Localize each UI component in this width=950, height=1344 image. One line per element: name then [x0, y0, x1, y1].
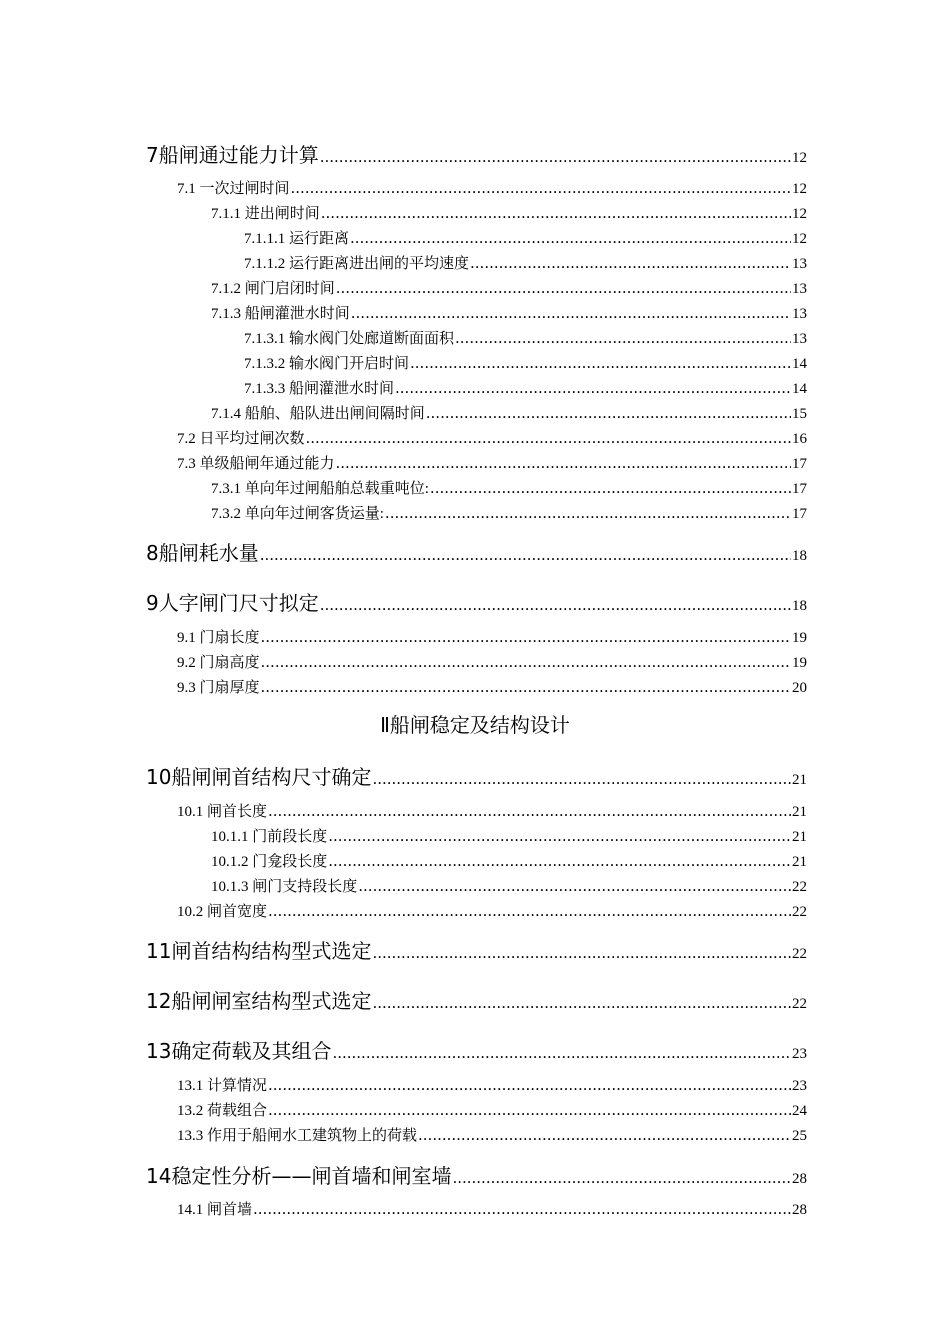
toc-entry-page: 13 [792, 306, 807, 322]
toc-entry-page: 12 [792, 150, 807, 166]
toc-entry-title: 10.1 闸首长度 [177, 804, 268, 820]
toc-entry-page: 21 [792, 804, 807, 820]
toc-entry-page: 20 [792, 680, 807, 696]
toc-entry-page: 14 [792, 356, 807, 372]
toc-entry-title: 10.1.1 门前段长度 [211, 829, 328, 845]
toc-entry-page: 22 [792, 946, 807, 962]
toc-entry-page: 21 [792, 772, 807, 788]
toc-entry-9-1[interactable] [177, 626, 807, 647]
toc-entry-title: 9人字闸门尺寸拟定 [146, 591, 319, 615]
toc-entry-13-1[interactable] [177, 1074, 807, 1095]
dot-leader [261, 653, 791, 671]
toc-entry-page: 13 [792, 331, 807, 347]
toc-entry-8[interactable] [146, 537, 807, 566]
dot-leader [351, 304, 791, 322]
toc-entry-13-2[interactable] [177, 1099, 807, 1120]
dot-leader [358, 877, 791, 895]
toc-entry-10-1-3[interactable] [211, 875, 807, 896]
toc-entry-title: 7船闸通过能力计算 [146, 143, 319, 167]
dot-leader [452, 1169, 791, 1187]
toc-entry-title: 10船闸闸首结构尺寸确定 [146, 765, 372, 789]
toc-entry-7-1-1-2[interactable] [244, 252, 807, 273]
toc-entry-title: 14稳定性分析——闸首墙和闸室墙 [146, 1164, 452, 1188]
dot-leader [372, 944, 791, 962]
dot-leader [455, 329, 791, 347]
toc-entry-9-3[interactable] [177, 676, 807, 697]
toc-entry-7-1-3-3[interactable] [244, 377, 807, 398]
toc-entry-title: 7.1.3.1 输水阀门处廊道断面面积 [244, 331, 455, 347]
toc-entry-title: 7.1.3.2 输水阀门开启时间 [244, 356, 410, 372]
toc-entry-title: 11闸首结构结构型式选定 [146, 939, 372, 963]
dot-leader [320, 596, 791, 614]
toc-entry-title: 7.3.1 单向年过闸船舶总载重吨位: [211, 481, 429, 497]
toc-entry-title: 10.1.2 门龛段长度 [211, 854, 328, 870]
toc-entry-page: 12 [792, 181, 807, 197]
toc-entry-14[interactable] [146, 1160, 807, 1189]
toc-entry-page: 14 [792, 381, 807, 397]
toc-entry-7-3-2[interactable] [211, 502, 807, 523]
dot-leader [470, 254, 791, 272]
toc-entry-page: 23 [792, 1046, 807, 1062]
dot-leader [268, 1101, 791, 1119]
toc-entry-page: 22 [792, 996, 807, 1012]
toc-entry-9-2[interactable] [177, 651, 807, 672]
toc-entry-page: 17 [792, 506, 807, 522]
dot-leader [268, 802, 791, 820]
toc-entry-title: 7.1.1.2 运行距离进出闸的平均速度 [244, 256, 470, 272]
toc-entry-page: 18 [792, 598, 807, 614]
toc-entry-12[interactable] [146, 985, 807, 1014]
toc-entry-7-1-3-1[interactable] [244, 327, 807, 348]
toc-entry-title: 7.3 单级船闸年通过能力 [177, 456, 335, 472]
dot-leader [253, 1200, 791, 1218]
dot-leader [418, 1126, 791, 1144]
dot-leader [306, 429, 791, 447]
toc-entry-7-2[interactable] [177, 427, 807, 448]
dot-leader [426, 404, 791, 422]
toc-entry-title: 13.3 作用于船闸水工建筑物上的荷载 [177, 1128, 418, 1144]
toc-entry-page: 12 [792, 206, 807, 222]
toc-entry-title: 7.1.1.1 运行距离 [244, 231, 350, 247]
toc-entry-page: 25 [792, 1128, 807, 1144]
toc-entry-11[interactable] [146, 935, 807, 964]
toc-entry-7-1-3[interactable] [211, 302, 807, 323]
toc-entry-page: 13 [792, 256, 807, 272]
toc-entry-page: 21 [792, 829, 807, 845]
dot-leader [336, 279, 791, 297]
toc-entry-10-1-1[interactable] [211, 825, 807, 846]
toc-entry-13-3[interactable] [177, 1124, 807, 1145]
toc-entry-title: 9.3 门扇厚度 [177, 680, 260, 696]
toc-entry-page: 22 [792, 904, 807, 920]
dot-leader [395, 379, 791, 397]
dot-leader [332, 1044, 791, 1062]
dot-leader [410, 354, 791, 372]
toc-entry-9[interactable] [146, 587, 807, 616]
toc-entry-page: 16 [792, 431, 807, 447]
toc-entry-7-1-4[interactable] [211, 402, 807, 423]
dot-leader [268, 902, 791, 920]
toc-entry-title: 7.2 日平均过闸次数 [177, 431, 305, 447]
toc-entry-page: 22 [792, 879, 807, 895]
toc-entry-page: 19 [792, 630, 807, 646]
dot-leader [430, 479, 791, 497]
toc-entry-title: 7.1 一次过闸时间 [177, 181, 290, 197]
toc-entry-title: 7.1.3 船闸灌泄水时间 [211, 306, 350, 322]
dot-leader [328, 852, 791, 870]
dot-leader [350, 229, 791, 247]
toc-entry-page: 23 [792, 1078, 807, 1094]
toc-entry-title: 14.1 闸首墙 [177, 1202, 253, 1218]
toc-entry-title: 10.1.3 闸门支持段长度 [211, 879, 358, 895]
dot-leader [291, 179, 791, 197]
toc-entry-page: 17 [792, 481, 807, 497]
toc-entry-7-1-2[interactable] [211, 277, 807, 298]
dot-leader [372, 994, 791, 1012]
dot-leader [320, 148, 791, 166]
dot-leader [372, 770, 791, 788]
toc-entry-7-1[interactable] [177, 177, 807, 198]
toc-entry-7-3[interactable] [177, 452, 807, 473]
toc-entry-page: 24 [792, 1103, 807, 1119]
toc-entry-title: 9.1 门扇长度 [177, 630, 260, 646]
toc-entry-page: 28 [792, 1171, 807, 1187]
toc-entry-page: 12 [792, 231, 807, 247]
dot-leader [268, 1076, 791, 1094]
toc-entry-page: 18 [792, 548, 807, 564]
toc-entry-title: 10.2 闸首宽度 [177, 904, 268, 920]
toc-entry-page: 21 [792, 854, 807, 870]
toc-entry-page: 19 [792, 655, 807, 671]
toc-entry-page: 17 [792, 456, 807, 472]
toc-entry-10[interactable] [146, 761, 807, 790]
toc-entry-7-1-3-2[interactable] [244, 352, 807, 373]
part-title: Ⅱ船闸稳定及结构设计 [380, 713, 570, 737]
dot-leader [261, 678, 791, 696]
toc-entry-7-1-1-1[interactable] [244, 227, 807, 248]
toc-entry-title: 7.1.1 进出闸时间 [211, 206, 320, 222]
toc-entry-title: 9.2 门扇高度 [177, 655, 260, 671]
dot-leader [321, 204, 791, 222]
toc-entry-page: 15 [792, 406, 807, 422]
toc-entry-13[interactable] [146, 1035, 807, 1064]
toc-entry-title: 12船闸闸室结构型式选定 [146, 989, 372, 1013]
dot-leader [385, 504, 791, 522]
toc-entry-title: 7.1.2 闸门启闭时间 [211, 281, 335, 297]
dot-leader [261, 628, 791, 646]
toc-entry-7[interactable] [146, 139, 807, 168]
toc-entry-title: 13.2 荷载组合 [177, 1103, 268, 1119]
dot-leader [336, 454, 791, 472]
toc-entry-title: 13确定荷载及其组合 [146, 1039, 332, 1063]
toc-entry-10-2[interactable] [177, 900, 807, 921]
dot-leader [328, 827, 791, 845]
toc-entry-10-1[interactable] [177, 800, 807, 821]
toc-entry-title: 7.1.3.3 船闸灌泄水时间 [244, 381, 395, 397]
toc-entry-7-3-1[interactable] [211, 477, 807, 498]
toc-entry-page: 28 [792, 1202, 807, 1218]
toc-entry-10-1-2[interactable] [211, 850, 807, 871]
toc-entry-title: 7.1.4 船舶、船队进出闸间隔时间 [211, 406, 425, 422]
toc-entry-title: 13.1 计算情况 [177, 1078, 268, 1094]
toc-entry-7-1-1[interactable] [211, 202, 807, 223]
toc-entry-title: 7.3.2 单向年过闸客货运量: [211, 506, 384, 522]
toc-entry-title: 8船闸耗水量 [146, 541, 259, 565]
toc-entry-page: 13 [792, 281, 807, 297]
toc-entry-14-1[interactable] [177, 1198, 807, 1219]
dot-leader [260, 546, 791, 564]
